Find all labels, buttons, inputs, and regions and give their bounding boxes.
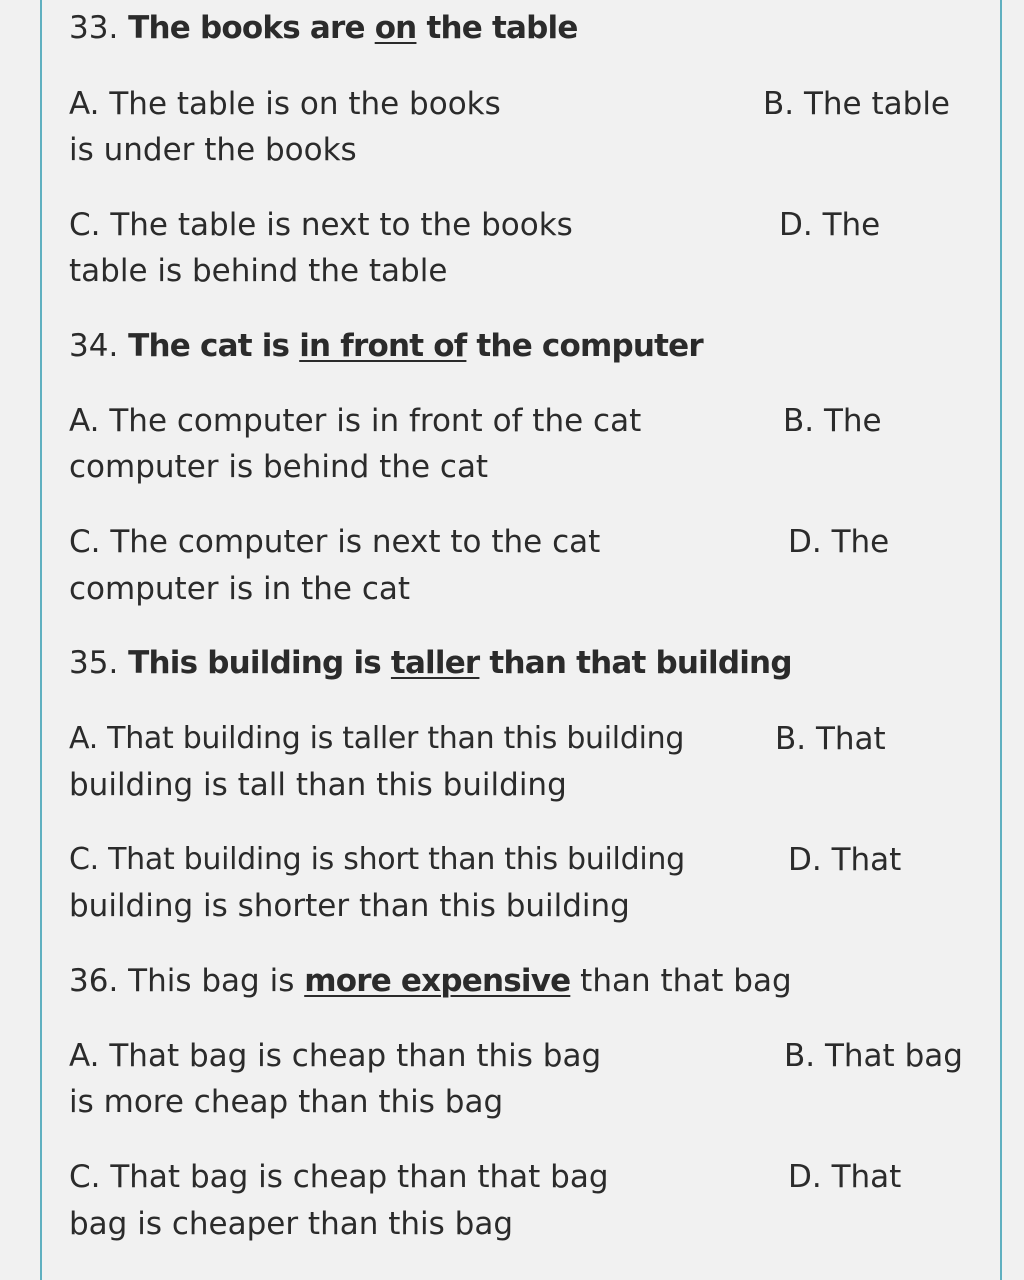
option-a[interactable]: A. That building is taller than this building — [69, 721, 685, 756]
option-c[interactable]: C. The computer is next to the cat — [69, 524, 601, 560]
option-c[interactable]: C. That bag is cheap than that bag — [69, 1159, 609, 1195]
question-number: 36. — [69, 963, 119, 999]
option-d[interactable]: D. The — [779, 207, 881, 243]
question-number: 33. — [69, 10, 119, 46]
option-c[interactable]: C. The table is next to the books — [69, 207, 573, 243]
option-d-continued: computer is in the cat — [69, 571, 411, 607]
option-a[interactable]: A. The table is on the books — [69, 86, 501, 122]
stem-emphasis: on — [374, 10, 417, 46]
stem-emphasis: in front of — [299, 328, 467, 364]
option-b-continued: is under the books — [69, 132, 357, 168]
stem-before: The books are — [128, 10, 375, 46]
stem-emphasis: taller — [390, 645, 480, 681]
question-33-stem — [69, 9, 578, 47]
question-34-stem — [69, 327, 703, 365]
stem-after: the computer — [466, 328, 703, 364]
option-b[interactable]: B. The — [783, 403, 882, 439]
stem-after: than that building — [479, 645, 792, 681]
right-frame-line — [1000, 0, 1002, 1280]
question-35-stem — [69, 644, 792, 682]
option-a[interactable]: A. The computer is in front of the cat — [69, 403, 642, 439]
stem-after: the table — [416, 10, 578, 46]
option-b-continued: building is tall than this building — [69, 767, 567, 803]
option-b[interactable]: B. That bag — [784, 1038, 963, 1074]
option-b[interactable]: B. That — [775, 721, 886, 757]
stem-before: This bag is — [128, 963, 305, 999]
stem-after: than that bag — [570, 963, 792, 999]
option-d-continued: building is shorter than this building — [69, 888, 630, 924]
option-a[interactable]: A. That bag is cheap than this bag — [69, 1038, 602, 1074]
option-b-continued: computer is behind the cat — [69, 449, 489, 485]
stem-before: This building is — [128, 645, 391, 681]
question-number: 35. — [69, 645, 119, 681]
option-c[interactable]: C. That building is short than this building — [69, 842, 685, 877]
option-b[interactable]: B. The table — [763, 86, 950, 122]
option-d-continued: table is behind the table — [69, 253, 448, 289]
question-36-stem — [69, 962, 792, 1000]
option-d[interactable]: D. That — [788, 842, 902, 878]
option-b-continued: is more cheap than this bag — [69, 1084, 504, 1120]
option-d-continued: bag is cheaper than this bag — [69, 1206, 514, 1242]
stem-emphasis: more expensive — [304, 963, 571, 999]
option-d[interactable]: D. That — [788, 1159, 902, 1195]
question-number: 34. — [69, 328, 119, 364]
stem-before: The cat is — [128, 328, 300, 364]
option-d[interactable]: D. The — [788, 524, 890, 560]
